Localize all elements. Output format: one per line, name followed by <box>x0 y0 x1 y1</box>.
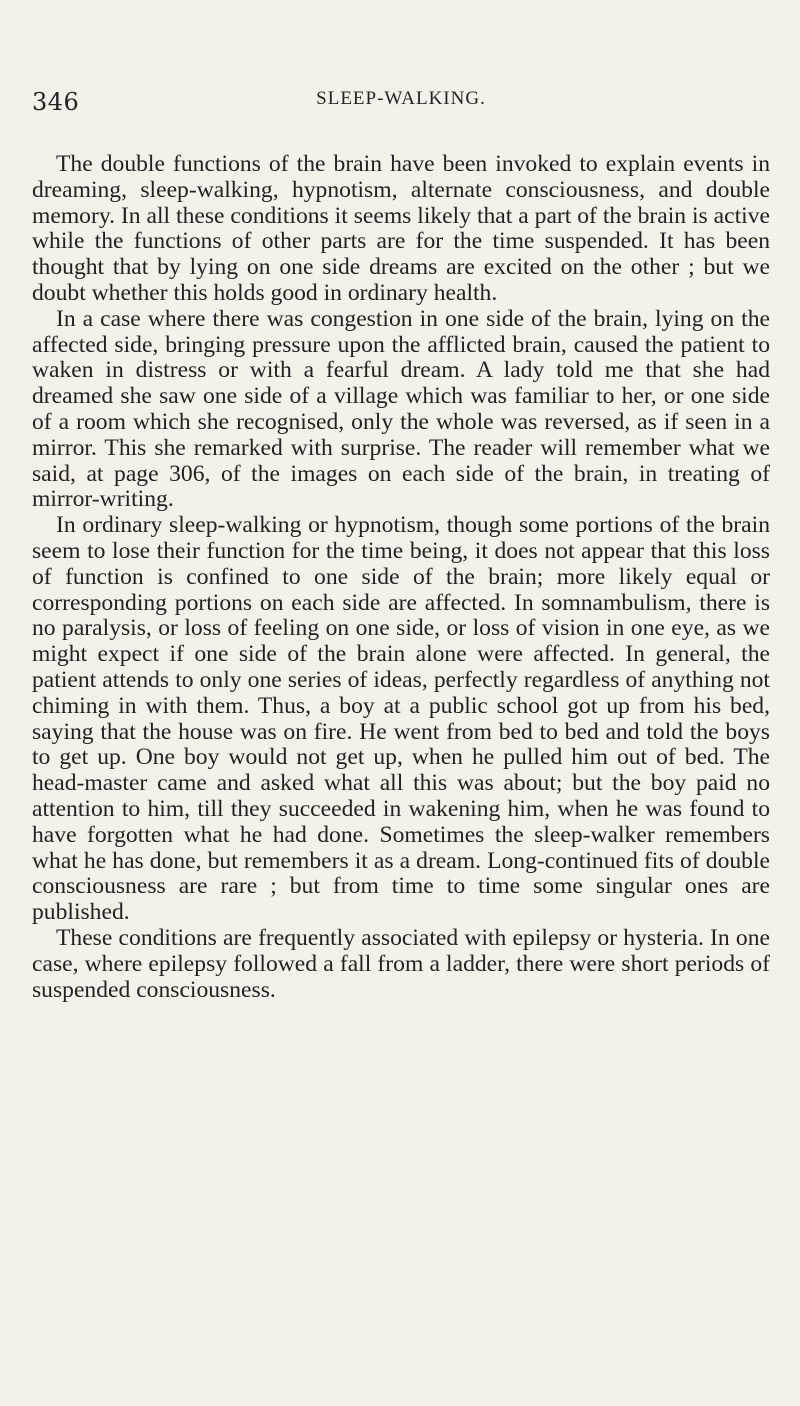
paragraph-3: In ordinary sleep-walking or hypnotism, though some portions of the brain seem to lose their function for the time being, it does not appear that this loss of function is confined to one side of the brain; more likely equal or corresponding portions on each side are affected. In somnambulism, there is no paralysis, or loss of feeling on one side, or loss of vision in one eye, as we might expect if one side of the brain alone were affected. In general, the patient attends to only one series of ideas, perfectly regardless of anything not chiming in with them. Thus, a boy at a public school got up from his bed, saying that the house was on fire. He went from bed to bed and told the boys to get up. One boy would not get up, when he pulled him out of bed. The head-master came and asked what all this was about; but the boy paid no attention to him, till they succeeded in wakening him, when he was found to have forgotten what he had done. Sometimes the sleep-walker remembers what he has done, but remembers it as a dream. Long-continued fits of double consciousness are rare ; but from time to time some singular ones are published. <box>32 512 770 926</box>
running-head <box>32 88 770 128</box>
paragraph-1: The double functions of the brain have been invoked to explain events in dreaming, sleep-walking, hypnotism, alternate consciousness, and double memory. In all these conditions it seems likely that a part of the brain is active while the functions of other parts are for the time suspended. It has been thought that by lying on one side dreams are excited on the other ; but we doubt whether this holds good in ordinary health. <box>32 151 770 306</box>
body-text <box>32 152 770 1003</box>
paragraph-4: These conditions are frequently associated with epilepsy or hysteria. In one case, where epilepsy followed a fall from a ladder, there were short periods of suspended consciousness. <box>32 924 770 1003</box>
page-number: 346 <box>32 88 80 116</box>
paragraph-2: In a case where there was congestion in one side of the brain, lying on the affected side, bringing pressure upon the afflicted brain, caused the patient to waken in distress or with a fearful dream. A lady told me that she had dreamed she saw one side of a village which was familiar to her, or one side of a room which she recognised, only the whole was reversed, as if seen in a mirror. This she remarked with surprise. The reader will remember what we said, at page 306, of the images on each side of the brain, in treating of mirror-writing. <box>32 305 770 513</box>
book-page <box>32 88 770 1003</box>
running-title: SLEEP-WALKING. <box>316 88 486 109</box>
